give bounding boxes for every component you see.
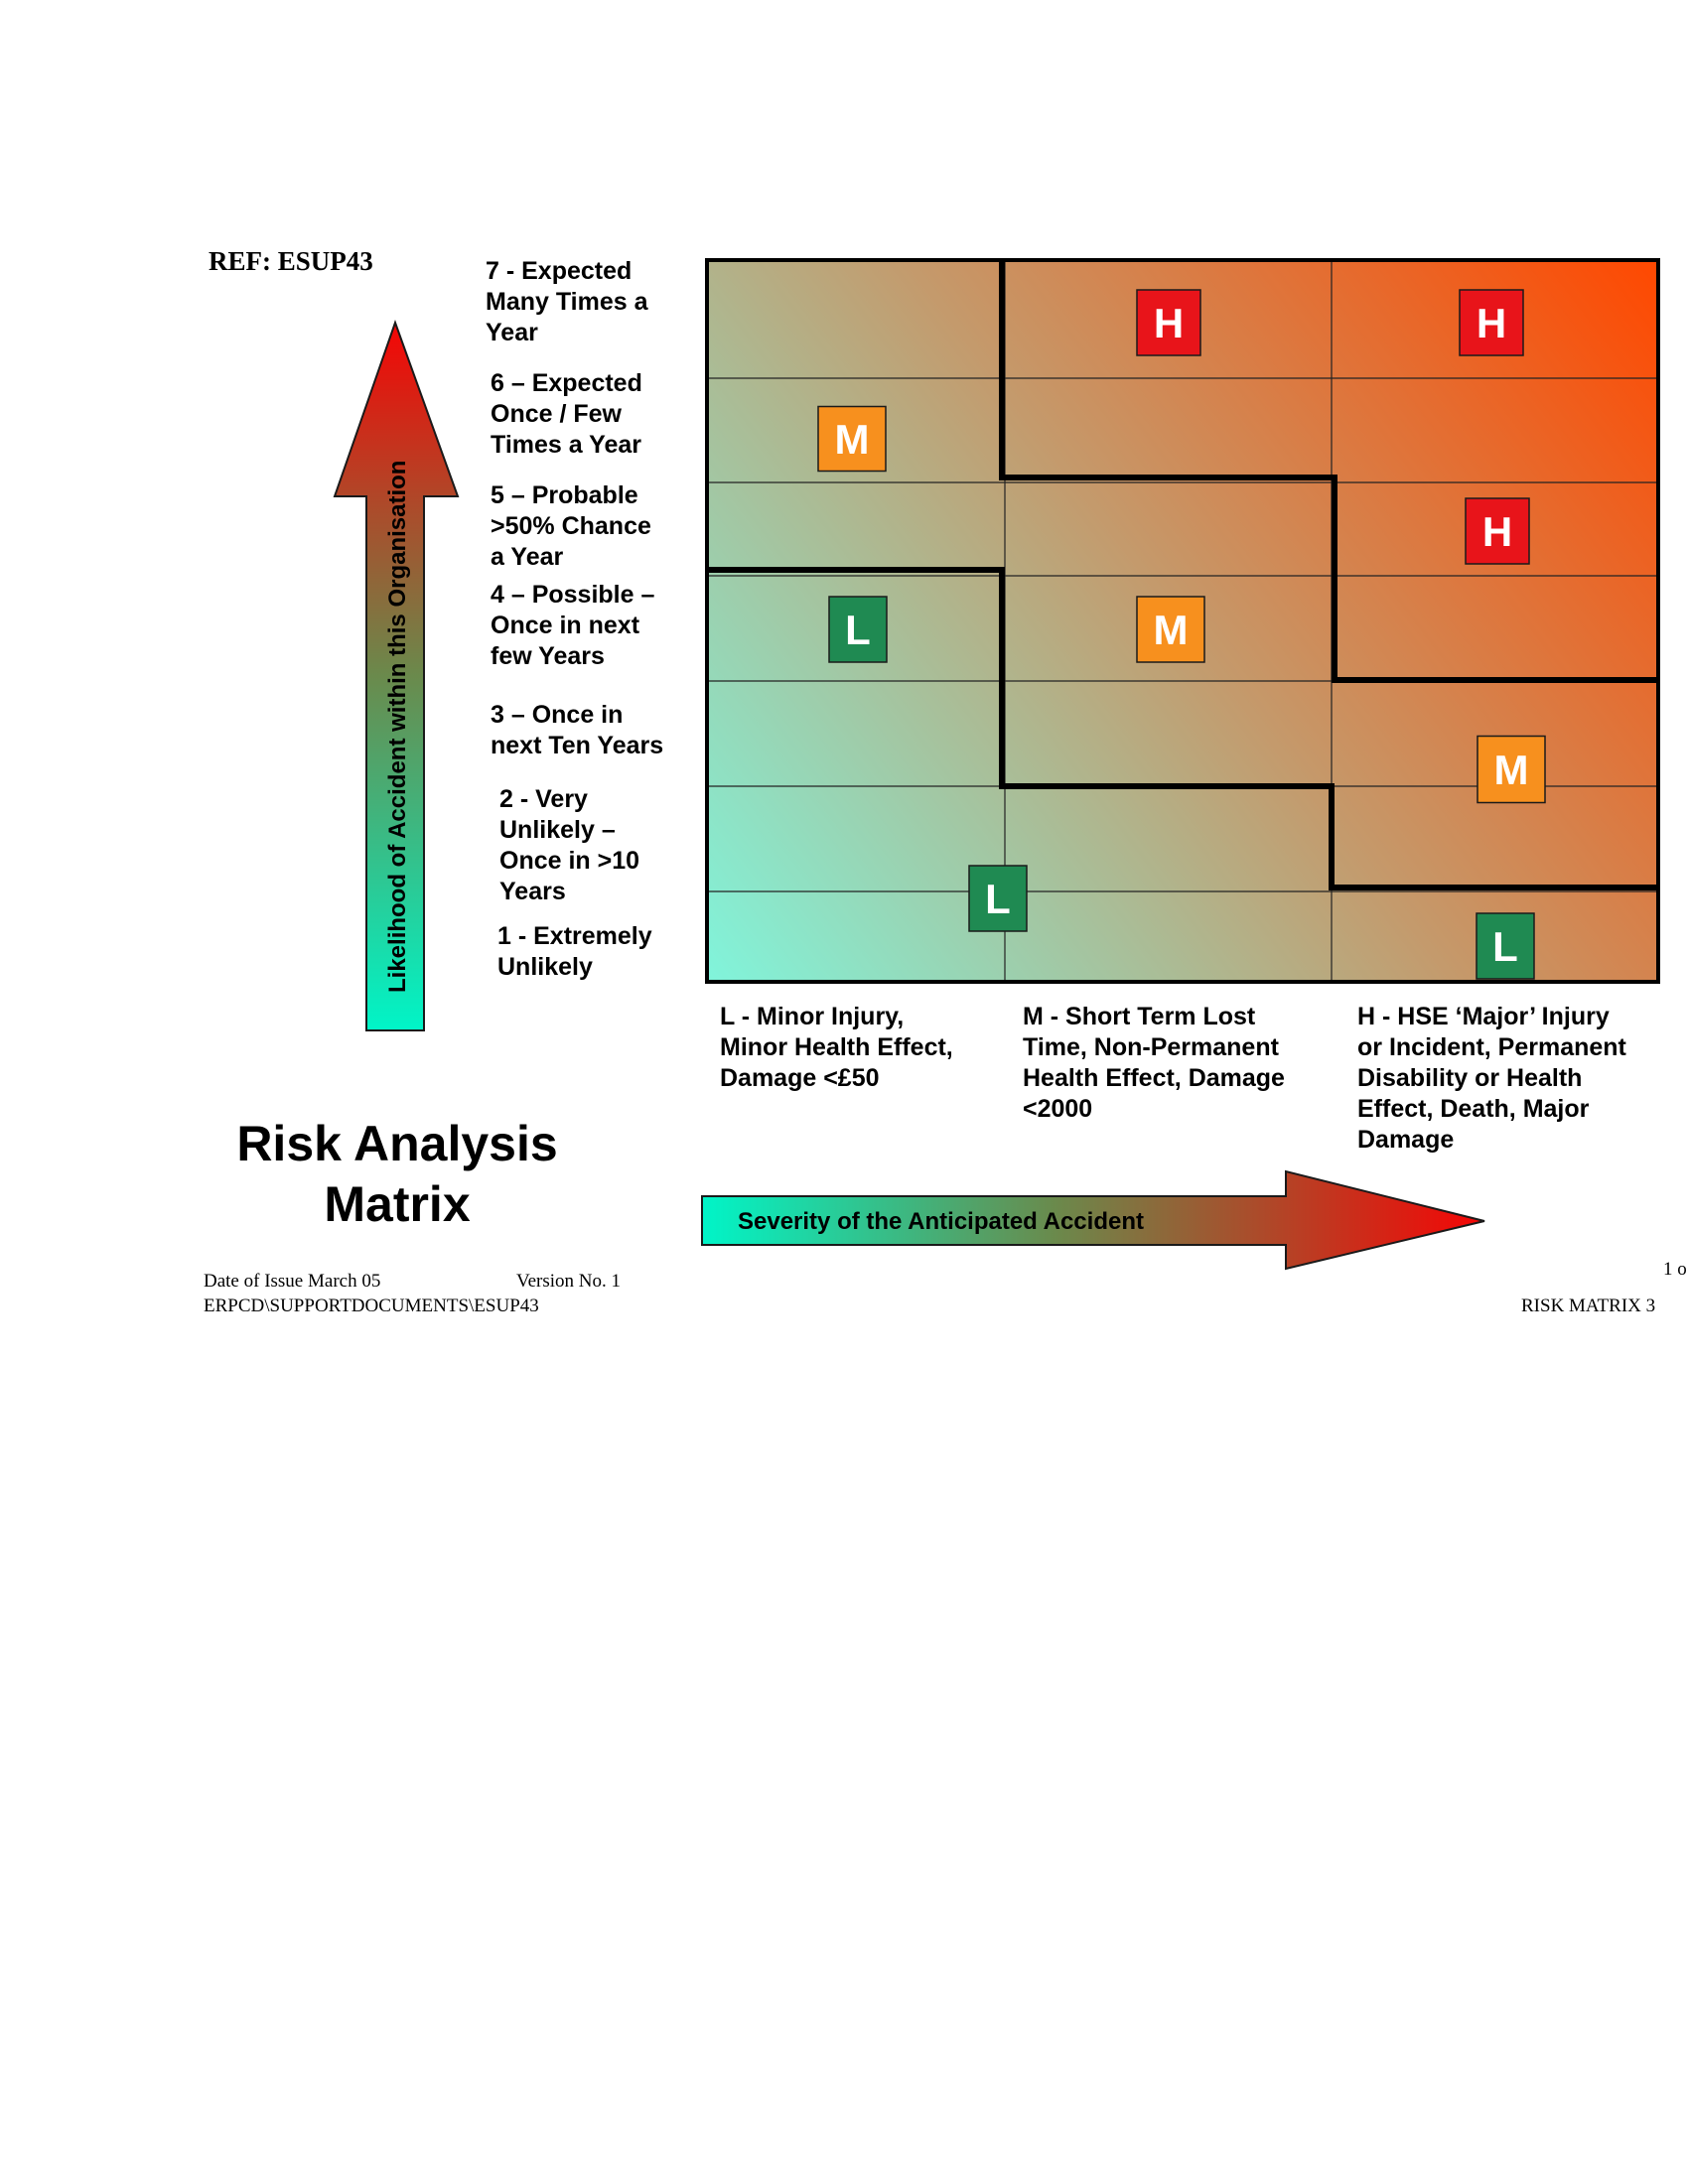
severity-axis-label: Severity of the Anticipated Accident (738, 1208, 1144, 1235)
risk-marker-label: M (834, 416, 870, 463)
likelihood-level-2: 2 - Very Unlikely – Once in >10 Years (499, 785, 640, 905)
likelihood-level-4: 4 – Possible – Once in next few Years (491, 581, 655, 670)
footer-issue-date: Date of Issue March 05 (204, 1271, 381, 1292)
likelihood-level-1: 1 - Extremely Unlikely (497, 922, 652, 981)
likelihood-level-7: 7 - Expected Many Times a Year (486, 257, 648, 346)
likelihood-level-6: 6 – Expected Once / Few Times a Year (491, 369, 642, 459)
likelihood-level-5: 5 – Probable >50% Chance a Year (491, 481, 651, 571)
reference-code: REF: ESUP43 (209, 246, 373, 276)
risk-marker-label: M (1153, 607, 1189, 653)
severity-level-high: H - HSE ‘Major’ Injury or Incident, Permanent Disability or Health Effect, Death, Major Damage (1357, 1003, 1626, 1154)
risk-marker-label: H (1481, 508, 1513, 555)
risk-marker-label: L (1492, 923, 1518, 970)
footer-document-name: RISK MATRIX 3 (1521, 1296, 1656, 1316)
risk-marker-label: L (985, 876, 1011, 922)
risk-marker-label: H (1476, 300, 1507, 346)
footer-version: Version No. 1 (516, 1271, 622, 1292)
risk-marker-label: M (1493, 747, 1529, 793)
risk-marker-label: L (845, 607, 871, 653)
severity-level-medium: M - Short Term Lost Time, Non-Permanent Health Effect, Damage <2000 (1023, 1003, 1285, 1123)
footer-file-path: ERPCD\SUPPORTDOCUMENTS\ESUP43 (204, 1296, 539, 1316)
page-title: Risk Analysis Matrix (236, 1116, 558, 1232)
risk-marker-label: H (1153, 300, 1185, 346)
likelihood-level-3: 3 – Once in next Ten Years (491, 701, 664, 759)
footer-page-number: 1 o (1663, 1259, 1687, 1280)
severity-level-low: L - Minor Injury, Minor Health Effect, Damage <£50 (720, 1003, 953, 1092)
likelihood-axis-label: Likelihood of Accident within this Organisation (384, 460, 411, 993)
